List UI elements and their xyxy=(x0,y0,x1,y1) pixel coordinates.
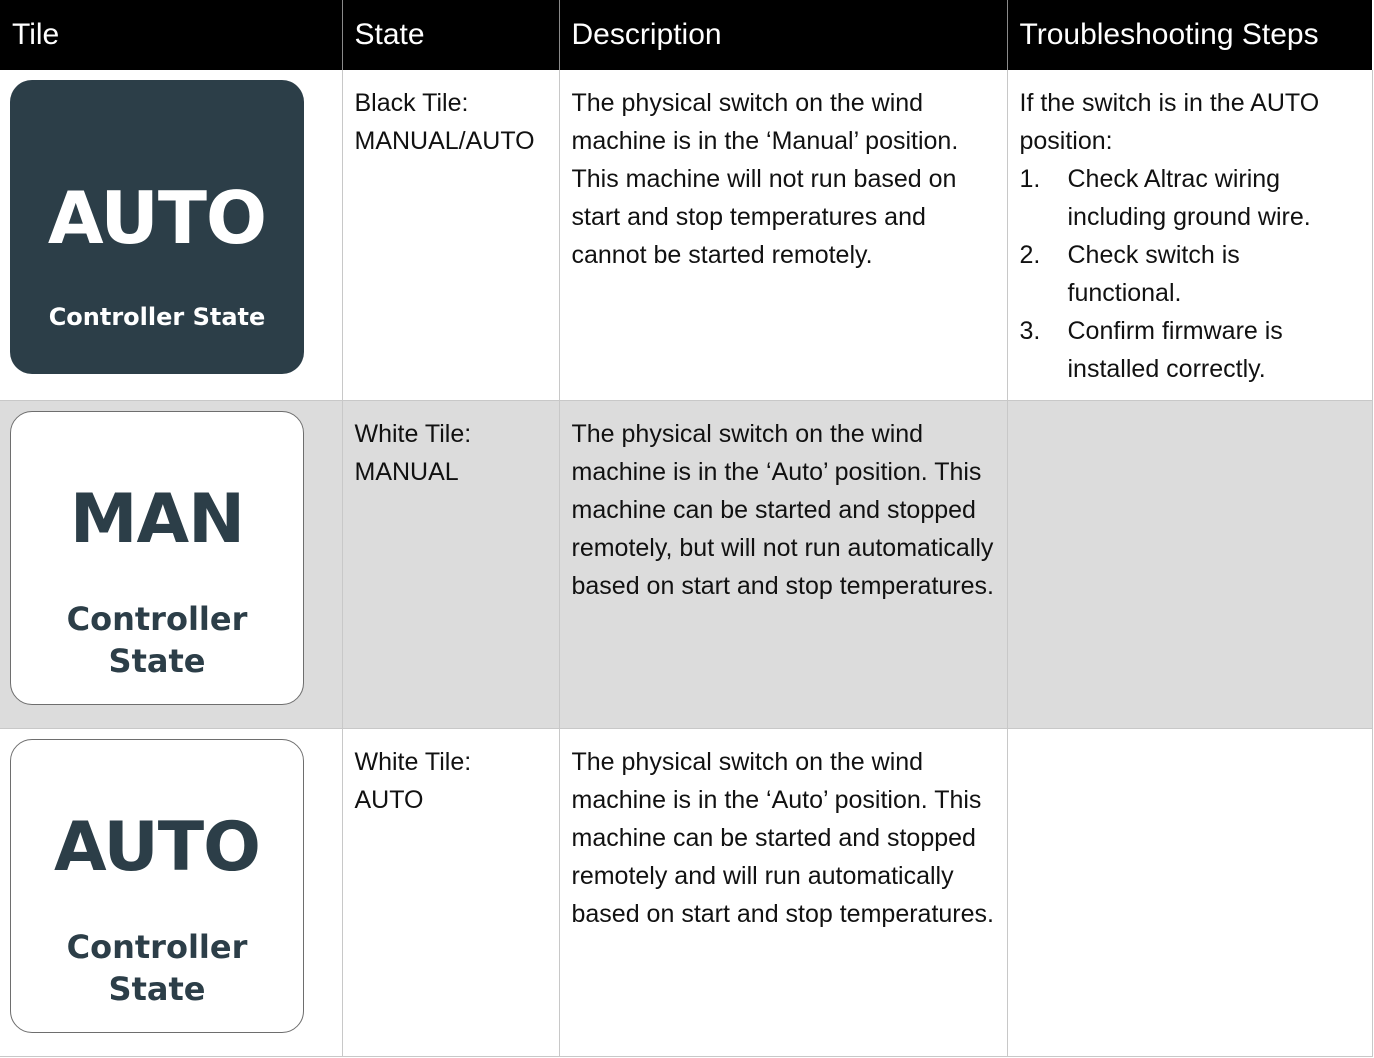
state-line-2: MANUAL/AUTO xyxy=(354,127,535,155)
header-tile: Tile xyxy=(0,0,342,70)
state-line-1: White Tile: xyxy=(354,747,472,776)
tile-small-label: Controller State xyxy=(66,927,248,1008)
state-cell xyxy=(342,400,559,728)
table-header xyxy=(0,0,1372,70)
steps-cell xyxy=(1007,70,1372,400)
description-cell: The physical switch on the wind machine is in the ‘Auto’ position. This machine can be started and stopped remotely and will run automatically based on start and stop temperatures. xyxy=(559,728,1007,1056)
table-row xyxy=(0,400,1372,728)
tile-cell xyxy=(0,70,342,400)
step-item xyxy=(1020,236,1360,312)
tile-small-label: Controller State xyxy=(66,599,248,680)
header-state: State xyxy=(342,0,559,70)
step-text: Confirm firmware is installed correctly. xyxy=(1067,317,1283,383)
state-cell xyxy=(342,70,559,400)
tile-big-label: AUTO xyxy=(47,176,267,260)
steps-intro: If the switch is in the AUTO position: xyxy=(1019,89,1320,155)
step-number: 2. xyxy=(1019,241,1041,269)
state-line-1: Black Tile: xyxy=(354,89,469,117)
steps-cell xyxy=(1007,400,1372,728)
tile-cell xyxy=(0,728,342,1056)
step-number: 1. xyxy=(1019,165,1041,193)
header-description: Description xyxy=(559,0,1007,70)
description-cell: The physical switch on the wind machine is in the ‘Manual’ position. This machine will not run based on start and stop temperatures and cannot be started remotely. xyxy=(559,70,1007,400)
table-row xyxy=(0,728,1372,1056)
step-text: Check switch is functional. xyxy=(1067,241,1240,307)
tile-big-label: MAN xyxy=(69,479,245,559)
step-item xyxy=(1020,160,1360,236)
table-row xyxy=(0,70,1372,400)
controller-state-tile-white-auto xyxy=(10,739,304,1033)
controller-state-tile-dark-auto xyxy=(10,80,304,374)
header-troubleshooting-steps: Troubleshooting Steps xyxy=(1007,0,1372,70)
description-cell: The physical switch on the wind machine is in the ‘Auto’ position. This machine can be started and stopped remotely, but will not run automatically based on start and stop temperatures. xyxy=(559,400,1007,728)
steps-list xyxy=(1020,160,1360,388)
steps-cell xyxy=(1007,728,1372,1056)
state-line-2: MANUAL xyxy=(354,457,459,486)
tile-small-label: Controller State xyxy=(48,303,266,331)
step-item xyxy=(1020,312,1360,388)
state-cell xyxy=(342,728,559,1056)
controller-state-tile-white-man xyxy=(10,411,304,705)
state-line-2: AUTO xyxy=(354,785,424,814)
state-line-1: White Tile: xyxy=(354,419,472,448)
step-text: Check Altrac wiring including ground wire. xyxy=(1067,165,1311,231)
tile-cell xyxy=(0,400,342,728)
tile-big-label: AUTO xyxy=(54,807,260,887)
step-number: 3. xyxy=(1019,317,1041,345)
